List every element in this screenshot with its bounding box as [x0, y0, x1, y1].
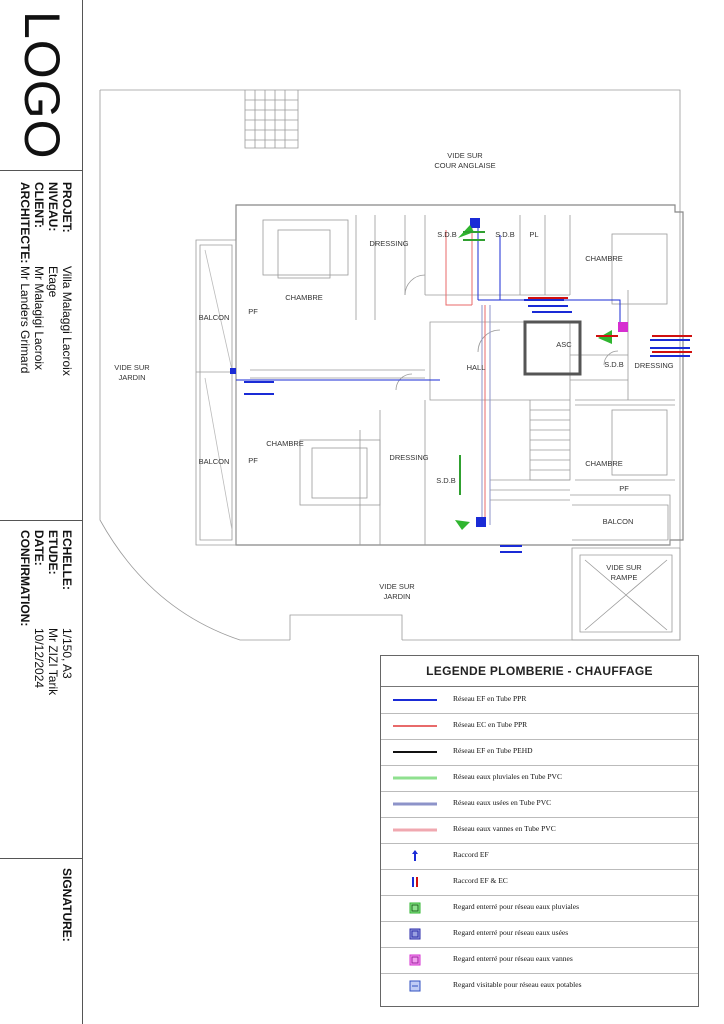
pipe-pluviales-icon	[389, 765, 441, 791]
regard-vannes-icon	[389, 947, 441, 973]
pipe-usees-icon	[389, 791, 441, 817]
door-swings	[396, 275, 618, 390]
room-label: ASC	[556, 340, 572, 349]
date-value: 10/12/2024	[32, 628, 46, 689]
legend-row	[381, 843, 698, 870]
legend-label: Réseau EC en Tube PPR	[453, 720, 528, 729]
bed-frame	[263, 220, 348, 275]
pipe-ef-ppr-icon	[389, 687, 441, 713]
callout-tag	[244, 300, 690, 552]
room-label: BALCON	[602, 517, 634, 526]
balcony-left	[196, 240, 236, 545]
legend-row	[381, 687, 698, 714]
room-label: S.D.B	[604, 360, 624, 369]
legend-label: Réseau eaux vannes en Tube PVC	[453, 824, 556, 833]
room-label: DRESSING	[634, 361, 674, 370]
legend-label: Regard visitable pour réseau eaux potables	[453, 980, 582, 989]
room-label: DRESSING	[369, 239, 409, 248]
room-label: CHAMBRE	[585, 254, 623, 263]
room-label: CHAMBRE	[266, 439, 304, 448]
etude-label: ETUDE:	[46, 530, 60, 575]
raccord-marker	[470, 218, 480, 228]
room-label: S.D.B	[495, 230, 515, 239]
room-label: PL	[529, 230, 539, 239]
room-label: S.D.B	[436, 476, 456, 485]
legend-label: Regard enterré pour réseau eaux usées	[453, 928, 569, 937]
client-value: Mr Malagigi Lacroix	[32, 266, 46, 371]
room-label: VIDE SUR	[447, 151, 483, 160]
pipe-vannes-icon	[389, 817, 441, 843]
architecte-value: Mr Landers Grimard	[18, 266, 32, 374]
logo-text: LOGO	[14, 11, 70, 160]
raccord-marker	[476, 517, 486, 527]
confirmation-label: CONFIRMATION:	[18, 530, 32, 627]
interior-walls-mid	[360, 322, 570, 545]
projet-value: Villa Malaggi Lacroix	[60, 266, 74, 376]
projet-label: PROJET:	[60, 182, 74, 233]
room-label: HALL	[466, 363, 486, 372]
legend-row	[381, 791, 698, 818]
pipe-ef-pehd-icon	[389, 739, 441, 765]
bed-mattress	[312, 448, 367, 498]
room-label: JARDIN	[118, 373, 146, 382]
room-label: JARDIN	[383, 592, 411, 601]
bed-mattress	[278, 230, 330, 278]
room-label: VIDE SUR	[606, 563, 642, 572]
room-label: PF	[248, 307, 258, 316]
room-label: VIDE SUR	[379, 582, 415, 591]
echelle-value: 1/150, A3	[60, 628, 74, 679]
legend-label: Réseau eaux pluviales en Tube PVC	[453, 772, 562, 781]
legend-label: Regard enterré pour réseau eaux vannes	[453, 954, 573, 963]
regard-usees-icon	[389, 921, 441, 947]
bay-window	[290, 615, 402, 640]
room-label: BALCON	[198, 313, 230, 322]
exterior-stair	[245, 90, 298, 148]
bed-frame	[612, 234, 667, 304]
legend-row	[381, 765, 698, 792]
legend-label: Réseau EF en Tube PEHD	[453, 746, 533, 755]
regard-marker	[455, 225, 612, 530]
etude-value: Mr ZIZI Tarik	[46, 628, 60, 696]
room-label: PF	[248, 456, 258, 465]
client-label: CLIENT:	[32, 182, 46, 228]
room-label: RAMPE	[610, 573, 638, 582]
legend-label: Réseau EF en Tube PPR	[453, 694, 527, 703]
site-boundary	[100, 90, 680, 640]
room-label: DRESSING	[389, 453, 429, 462]
legend-row	[381, 713, 698, 740]
regard-pluviales-icon	[389, 895, 441, 921]
room-label: VIDE SUR	[114, 363, 150, 372]
pipe-ec-ppr-icon	[389, 713, 441, 739]
legend-title: LEGENDE PLOMBERIE - CHAUFFAGE	[381, 656, 698, 687]
room-label: S.D.B	[437, 230, 457, 239]
legend-row	[381, 947, 698, 974]
legend-label: Regard enterré pour réseau eaux pluviales	[453, 902, 579, 911]
raccord-ef-icon	[389, 843, 441, 869]
legend-row	[381, 895, 698, 922]
raccord-marker	[618, 322, 628, 332]
room-label: CHAMBRE	[585, 459, 623, 468]
legend-row	[381, 973, 698, 999]
legend-label: Raccord EF & EC	[453, 876, 508, 885]
legend-table	[380, 655, 699, 1007]
signature-label: SIGNATURE:	[60, 868, 74, 942]
legend-row	[381, 817, 698, 844]
echelle-label: ECHELLE:	[60, 530, 74, 590]
legend-row	[381, 869, 698, 896]
room-label: CHAMBRE	[285, 293, 323, 302]
architecte-label: ARCHITECTE:	[18, 182, 32, 264]
niveau-value: Etage	[46, 266, 60, 298]
elevator-shaft	[525, 322, 580, 374]
corridor-walls	[250, 370, 425, 378]
legend-label: Réseau eaux usées en Tube PVC	[453, 798, 552, 807]
legend-label: Raccord EF	[453, 850, 489, 859]
regard-potables-icon	[389, 973, 441, 999]
legend-row	[381, 739, 698, 766]
pipe-callouts	[230, 218, 692, 552]
room-label: COUR ANGLAISE	[434, 161, 496, 170]
raccord-marker	[230, 368, 236, 374]
room-label: BALCON	[198, 457, 230, 466]
raccord-ef-ec-icon	[389, 869, 441, 895]
balcony-left-hatch	[205, 250, 232, 530]
niveau-label: NIVEAU:	[46, 182, 60, 232]
ramp	[572, 548, 680, 640]
date-label: DATE:	[32, 530, 46, 566]
legend-row	[381, 921, 698, 948]
room-label: PF	[619, 484, 629, 493]
